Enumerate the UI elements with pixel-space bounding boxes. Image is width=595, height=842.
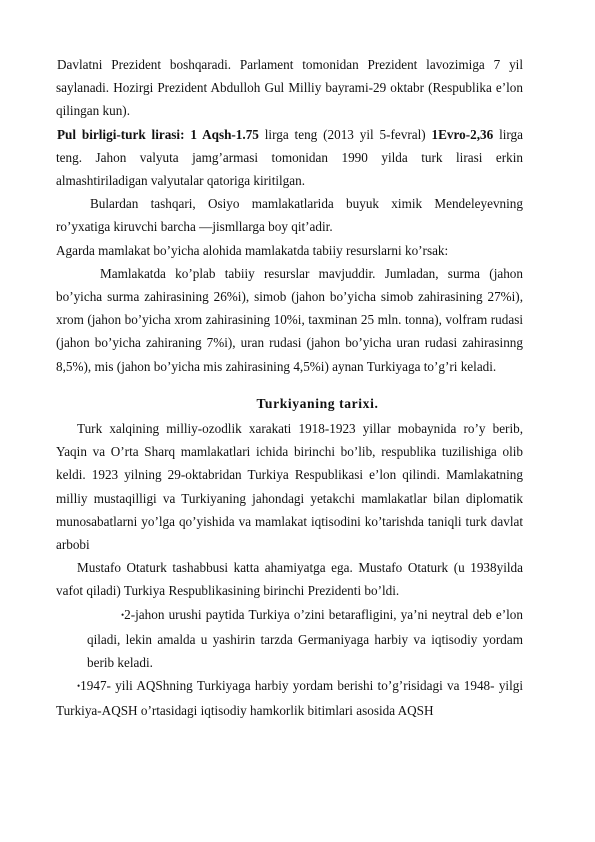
currency-bold-1: Pul birligi-turk lirasi: 1 Aqsh-1.75 — [57, 126, 259, 142]
document-page — [56, 53, 523, 723]
list-item-ww2 — [56, 603, 523, 675]
list-item-usa-aid — [56, 674, 523, 722]
paragraph-ataturk: Mustafo Otaturk tashabbusi katta ahamiyatga ega. Mustafo Otaturk (u 1938yilda vafot qiladi) Turkiya Respublikasining birinchi Prezidenti bo’ldi. — [56, 560, 523, 599]
bullet-icon: • — [121, 609, 125, 620]
list-item-ww2-text: 2-jahon urushi paytida Turkiya o’zini betarafligini, ya’ni neytral deb e’lon qiladi, lekin amalda u yashirin tarzda Germaniyaga harbiy va iqtisodiy yordam berib keladi. — [87, 606, 523, 671]
paragraph-natural-resources: Mamlakatda ko’plab tabiiy resurslar mavjuddir. Jumladan, surma (jahon bo’yicha surma zahirasining 26%i), simob (jahon bo’yicha simob zahirasining 27%i), xrom (jahon bo’yicha xrom zahirasining 10%i, taxminan 25 mln. tonna), volfram rudasi (jahon bo’yicha zahiraning 7%i), uran rudasi (jahon bo’yicha uran rudasi zahirasinng 8,5%), mis (jahon bo’yicha mis zahirasining 4,5%i) aynan Turkiyaga to’g’ri keladi. — [56, 265, 523, 374]
paragraph-government: Davlatni Prezident boshqaradi. Parlament tomonidan Prezident lavozimiga 7 yil saylanadi. Hozirgi Prezident Abdulloh Gul Milliy bayrami-29 oktabr (Respublika e’lon qilingan kun). — [56, 57, 523, 119]
paragraph-resources-intro: Agarda mamlakat bo’yicha alohida mamlakatda tabiiy resurslarni ko’rsak: — [56, 242, 449, 258]
paragraph-asia-elements: Bulardan tashqari, Osiyo mamlakatlarida buyuk ximik Mendeleyevning ro’yxatiga kiruvchi barcha —jismllarga boy qit’adir. — [56, 196, 523, 235]
section-title: Turkiyaning tarixi. — [256, 395, 379, 411]
paragraph-currency — [56, 123, 523, 193]
paragraph-independence: Turk xalqining milliy-ozodlik xarakati 1918-1923 yillar mobaynida ro’y berib, Yaqin va O’rta Sharq mamlakatlari ichida birinchi bo’lib, respublika tuzilishiga olib keldi. 1923 yilning 29-oktabridan Turkiya Respublikasi e’lon qilindi. Mamlakatning milliy mustaqilligi va Turkiyaning jahondagi yetakchi mamlakatlar bilan diplomatik munosabatlarni yo’lga qo’yishida va mamlakat iqtisodini ko’tarishda taniqli turk davlat arbobi — [56, 421, 523, 553]
list-item-usa-aid-text: 1947- yili AQShning Turkiyaga harbiy yordam berishi to’g’risidagi va 1948- yilgi Turkiya-AQSH o’rtasidagi iqtisodiy hamkorlik bitimlari asosida AQSH — [56, 678, 523, 719]
currency-bold-2: 1Evro-2,36 — [431, 126, 494, 142]
currency-text-end: lirga teng. Jahon valyuta jamg’armasi tomonidan 1990 yilda turk lirasi erkin almashtiriladigan valyutalar qatoriga kiritilgan. — [56, 126, 523, 189]
currency-text-mid: lirga teng (2013 yil 5-fevral) — [258, 126, 432, 142]
bullet-icon: • — [77, 681, 81, 692]
